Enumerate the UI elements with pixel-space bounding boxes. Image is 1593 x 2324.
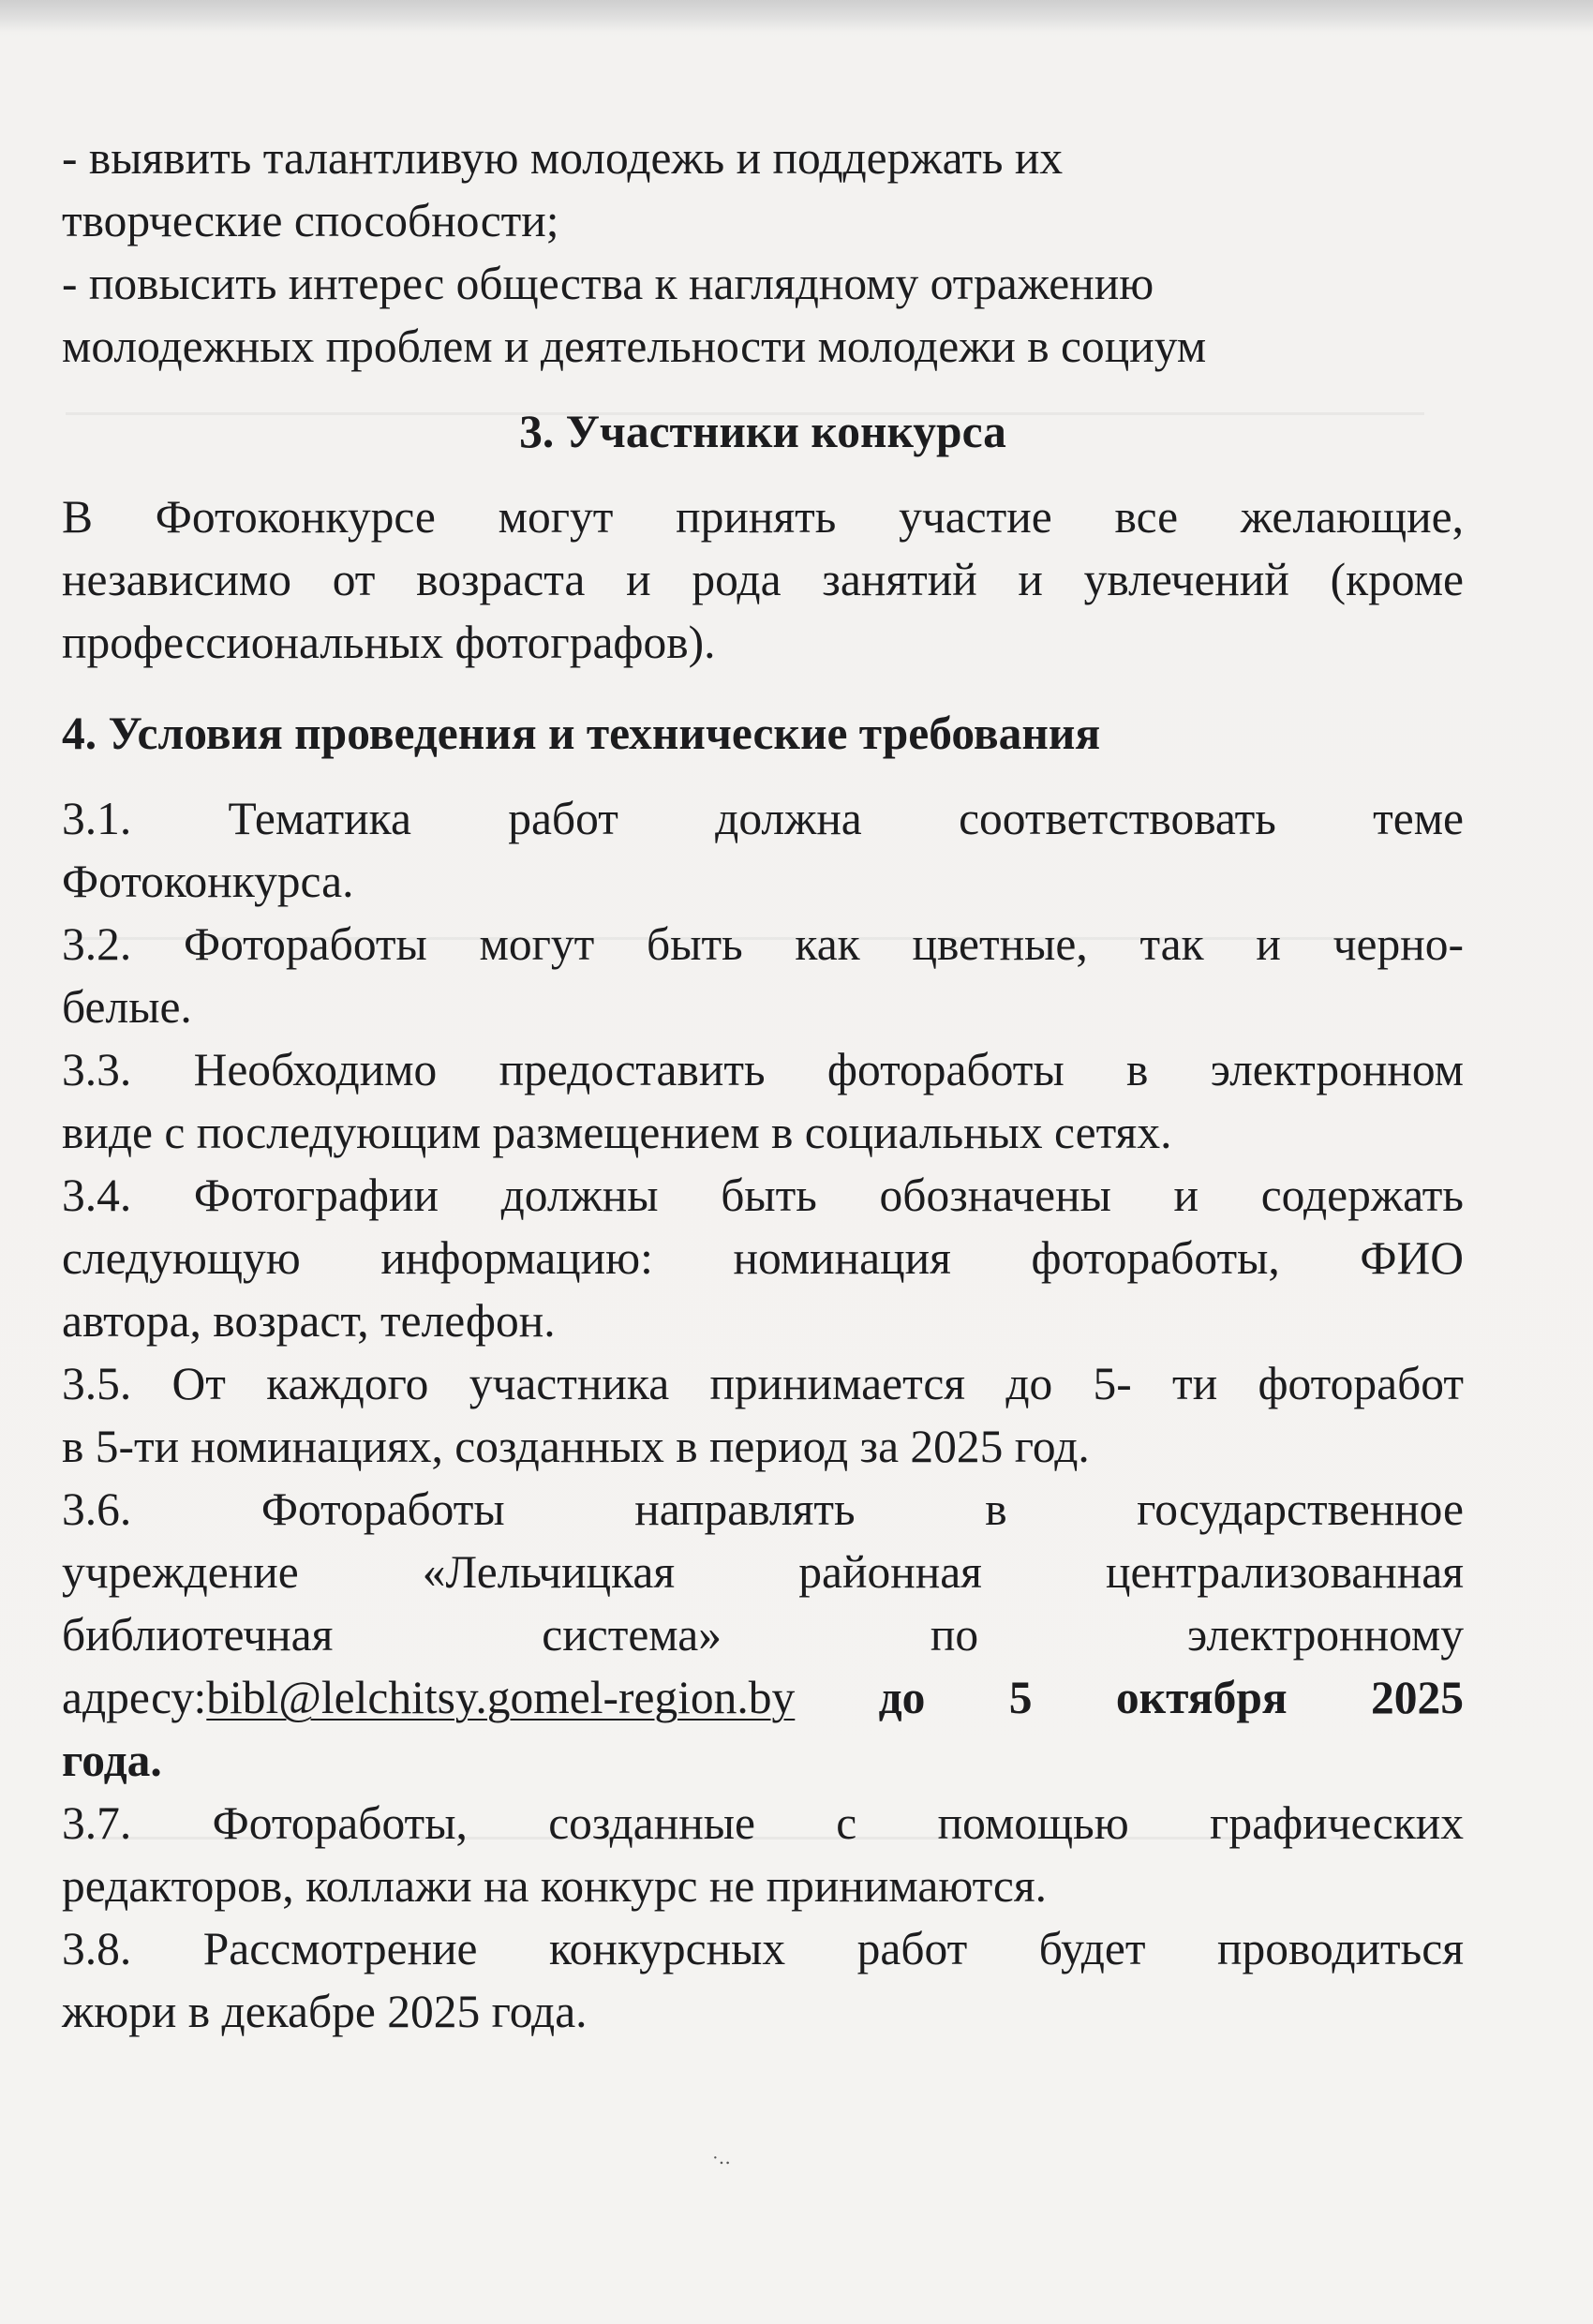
- section-4-title: 4. Условия проведения и технические требования: [62, 708, 1101, 759]
- section-3-title: 3. Участники конкурса: [519, 406, 1006, 457]
- clause-3-6-cont: учреждение «Лельчицкая районная централизованная: [62, 1546, 1464, 1598]
- section-3-paragraph: [62, 485, 1464, 674]
- clause-3-5-cont: в 5-ти номинациях, созданных в период за 2025 год.: [62, 1421, 1090, 1472]
- clause-3-6-address-line: [62, 1666, 1464, 1729]
- clause-3-2-cont: белые.: [62, 981, 192, 1033]
- clause-3-3: 3.3. Необходимо предоставить фотоработы в электронном: [62, 1044, 1464, 1095]
- paragraph-line: профессиональных фотографов).: [62, 617, 716, 668]
- document-body: [62, 127, 1464, 2043]
- clause-3-5: 3.5. От каждого участника принимается до 5- ти фоторабот: [62, 1358, 1464, 1409]
- clause-3-4-cont: автора, возраст, телефон.: [62, 1295, 556, 1347]
- clause-3-2: 3.2. Фотоработы могут быть как цветные, так и черно-: [62, 918, 1464, 970]
- clause-3-4: 3.4. Фотографии должны быть обозначены и содержать: [62, 1169, 1464, 1221]
- objective-line: - выявить талантливую молодежь и поддержать их: [62, 132, 1064, 184]
- clause-3-1: 3.1. Тематика работ должна соответствовать теме: [62, 793, 1464, 844]
- clause-3-7-cont: редакторов, коллажи на конкурс не принимаются.: [62, 1860, 1048, 1912]
- clause-3-3-cont: виде с последующим размещением в социальных сетях.: [62, 1107, 1172, 1158]
- section-4-items: [62, 787, 1464, 2043]
- paragraph-line: В Фотоконкурсе могут принять участие все желающие,: [62, 491, 1464, 543]
- objective-line: молодежных проблем и деятельности молодежи в социум: [62, 320, 1207, 372]
- clause-3-6-cont: библиотечная система» по электронному: [62, 1609, 1464, 1661]
- scan-speck: ·‥: [712, 2148, 731, 2168]
- clause-3-8: 3.8. Рассмотрение конкурсных работ будет проводиться: [62, 1923, 1464, 1974]
- email-link[interactable]: bibl@lelchitsy.gomel-region.by: [206, 1672, 796, 1723]
- clause-3-6: 3.6. Фотоработы направлять в государственное: [62, 1483, 1464, 1535]
- clause-3-1-cont: Фотоконкурса.: [62, 856, 354, 907]
- deadline-text: до 5 октября 2025: [878, 1672, 1464, 1723]
- deadline-text-cont: года.: [62, 1735, 162, 1786]
- objective-line: творческие способности;: [62, 195, 559, 246]
- clause-3-8-cont: жюри в декабре 2025 года.: [62, 1986, 588, 2037]
- address-prefix: адресу:: [62, 1672, 207, 1723]
- objective-line: - повысить интерес общества к наглядному отражению: [62, 258, 1154, 309]
- objectives-list: [62, 127, 1464, 378]
- clause-3-7: 3.7. Фотоработы, созданные с помощью графических: [62, 1797, 1464, 1849]
- scan-shadow: [0, 0, 1593, 32]
- paragraph-line: независимо от возраста и рода занятий и увлечений (кроме: [62, 554, 1464, 605]
- clause-3-4-cont: следующую информацию: номинация фотоработы, ФИО: [62, 1232, 1464, 1284]
